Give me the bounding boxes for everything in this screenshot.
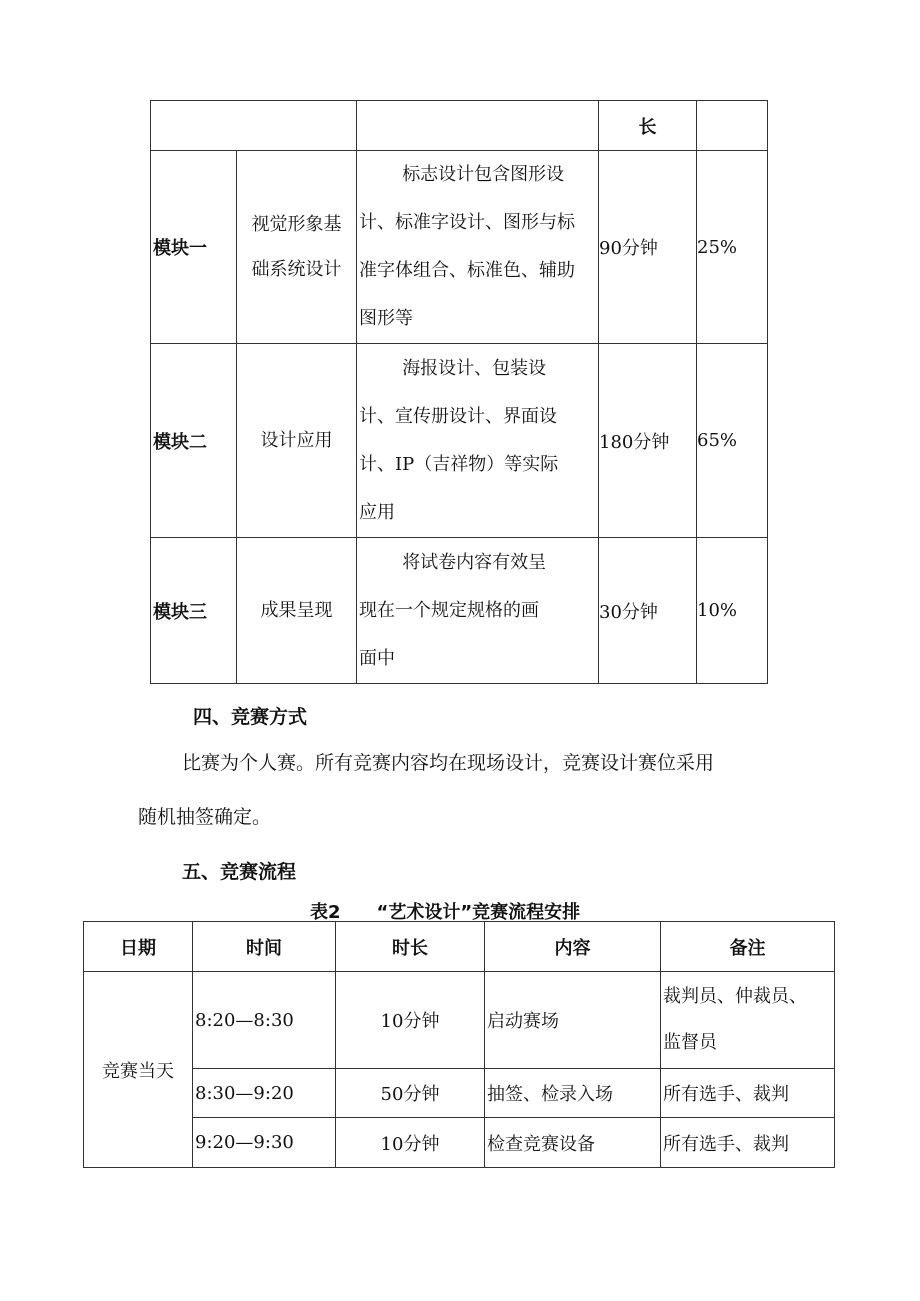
schedule-content: 检查竞赛设备 bbox=[485, 1118, 661, 1168]
description-line: 面中 bbox=[359, 647, 395, 669]
subject-line: 础系统设计 bbox=[251, 259, 342, 280]
paragraph-line: 随机抽签确定。 bbox=[138, 806, 272, 828]
module-description bbox=[357, 344, 599, 538]
table-row bbox=[84, 1069, 835, 1118]
section-heading-competition-format: 四、竞赛方式 bbox=[193, 706, 308, 728]
module-duration: 90分钟 bbox=[599, 151, 697, 344]
description-line: 准字体组合、标准色、辅助 bbox=[359, 260, 575, 281]
schedule-table bbox=[83, 921, 835, 1168]
description-line: 海报设计、包装设 bbox=[402, 357, 547, 379]
description-line: 应用 bbox=[359, 501, 395, 523]
module-weight: 25% bbox=[697, 151, 768, 344]
table-row bbox=[84, 972, 835, 1069]
schedule-note: 所有选手、裁判 bbox=[661, 1118, 835, 1168]
description-line: 标志设计包含图形设 bbox=[402, 164, 565, 185]
schedule-duration: 10分钟 bbox=[336, 972, 485, 1069]
schedule-date: 竞赛当天 bbox=[84, 972, 193, 1168]
table-row bbox=[84, 1118, 835, 1168]
module-subject bbox=[237, 538, 357, 684]
module-weight: 10% bbox=[697, 538, 768, 684]
table-row bbox=[151, 538, 768, 684]
description-line: 现在一个规定规格的画 bbox=[359, 599, 539, 621]
subject-line: 设计应用 bbox=[260, 430, 333, 451]
schedule-duration: 50分钟 bbox=[336, 1069, 485, 1118]
module-description bbox=[357, 538, 599, 684]
header-content: 内容 bbox=[485, 922, 661, 972]
section-heading-competition-process: 五、竞赛流程 bbox=[182, 861, 297, 883]
description-line: 图形等 bbox=[359, 308, 413, 329]
paragraph-line: 比赛为个人赛。所有竞赛内容均在现场设计，竞赛设计赛位采用 bbox=[182, 752, 715, 774]
description-line: 计、宣传册设计、界面设 bbox=[359, 405, 557, 427]
schedule-note: 所有选手、裁判 bbox=[661, 1069, 835, 1118]
module-name: 模块二 bbox=[151, 344, 237, 538]
subject-line: 视觉形象基 bbox=[251, 214, 342, 235]
module-name: 模块一 bbox=[151, 151, 237, 344]
header-duration-tail: 长 bbox=[599, 101, 697, 151]
schedule-time: 9:20—9:30 bbox=[193, 1118, 336, 1168]
module-table-header-row bbox=[151, 101, 768, 151]
schedule-note bbox=[661, 972, 835, 1069]
module-subject bbox=[237, 344, 357, 538]
module-duration: 180分钟 bbox=[599, 344, 697, 538]
description-line: 计、标准字设计、图形与标 bbox=[359, 212, 575, 233]
module-table bbox=[150, 100, 768, 684]
module-name: 模块三 bbox=[151, 538, 237, 684]
note-line: 裁判员、仲裁员、 bbox=[663, 986, 807, 1007]
schedule-header-row bbox=[84, 922, 835, 972]
module-weight: 65% bbox=[697, 344, 768, 538]
schedule-content: 抽签、检录入场 bbox=[485, 1069, 661, 1118]
header-duration: 时长 bbox=[336, 922, 485, 972]
description-line: 将试卷内容有效呈 bbox=[402, 551, 547, 573]
header-time: 时间 bbox=[193, 922, 336, 972]
module-description bbox=[357, 151, 599, 344]
schedule-time: 8:30—9:20 bbox=[193, 1069, 336, 1118]
subject-line: 成果呈现 bbox=[260, 600, 333, 621]
note-line: 监督员 bbox=[663, 1032, 717, 1053]
table-row bbox=[151, 344, 768, 538]
module-duration: 30分钟 bbox=[599, 538, 697, 684]
schedule-duration: 10分钟 bbox=[336, 1118, 485, 1168]
schedule-content: 启动赛场 bbox=[485, 972, 661, 1069]
table-caption: 表2 “艺术设计”竞赛流程安排 bbox=[310, 902, 581, 923]
header-cell-empty bbox=[151, 101, 357, 151]
schedule-time: 8:20—8:30 bbox=[193, 972, 336, 1069]
header-cell-empty bbox=[357, 101, 599, 151]
description-line: 计、IP（吉祥物）等实际 bbox=[359, 453, 559, 475]
table-row bbox=[151, 151, 768, 344]
header-cell-empty bbox=[697, 101, 768, 151]
header-date: 日期 bbox=[84, 922, 193, 972]
module-subject bbox=[237, 151, 357, 344]
header-note: 备注 bbox=[661, 922, 835, 972]
